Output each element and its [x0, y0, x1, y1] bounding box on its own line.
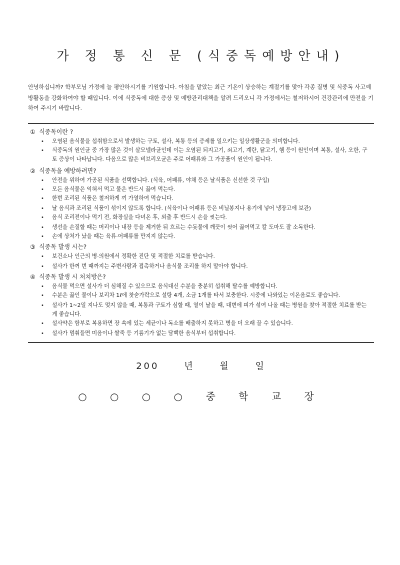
section-heading-text: 식중독을 예방하려면?	[39, 167, 97, 175]
section-heading	[30, 128, 372, 138]
section-number: ②	[30, 167, 36, 175]
list-item	[41, 205, 372, 214]
date-line: 200 년 월 일	[136, 362, 266, 373]
list-item-text: 생선을 손질할 때는 머리이나 내장 등을 제거한 뒤 흐르는 수돗물에 깨끗이 씻어 끓여먹고 칼 도마도 잘 소독한다.	[52, 224, 316, 231]
list-item-text: 설사약은 함부로 복용하면 장 속에 있는 세균이나 독소를 배출하지 못하고 병을 더 오래 끌 수 있습니다.	[52, 321, 293, 328]
list-item-text: 한번 조리된 식품은 철저하게 끼 가열하여 먹습니다.	[52, 196, 174, 203]
bullet-icon: •	[41, 234, 44, 241]
list-item-text: 식중독의 원인균 중 가장 많은 것이 살모넬라균인데 이는 오염된 되지고기, 쇠고기, 계란, 닭고기, 햄 등이 원인이며 복통, 설사, 오한, 구토 증상이 나타납니다. 다음으로 많은 비브리오균은 주로 어패류와 그 가공품이 원인이 됩니다.	[52, 147, 368, 164]
list-item	[41, 330, 372, 339]
bullet-icon: •	[41, 215, 44, 222]
bullet-icon: •	[41, 302, 44, 309]
list-item-text: 설사가 한꺼 번 때까지는 주변사람과 접촉하거나 음식물 조리를 하지 말아야 합니다.	[52, 263, 248, 270]
list-item-text: 설사가 멈춰들면 미음이나 쌀죽 등 기름기가 없는 담백한 음식부터 섭취합니다.	[52, 330, 236, 337]
section-heading	[30, 243, 372, 253]
content-box	[28, 123, 374, 344]
bullet-icon: •	[41, 224, 44, 231]
section-number: ④	[30, 274, 36, 282]
list-item	[41, 283, 372, 292]
list-item-text: 음식 조리전이나 먹기 전, 화장실을 다녀온 후, 외출 후 반드시 손을 씻는다.	[52, 215, 228, 222]
bullet-icon: •	[41, 187, 44, 193]
bullet-icon: •	[41, 205, 44, 212]
list-item	[41, 195, 372, 204]
notice-section	[30, 167, 372, 243]
list-item-text: 수분은 끓인 물이나 보리차 1ℓ에 찻숟가락으로 설탕 4개, 소금 1개를 타서 보충한다. 시중에 나와있는 이온음료도 좋습니다.	[52, 293, 341, 300]
section-heading-text: 식중독 발생 시는?	[39, 244, 87, 252]
list-item	[41, 138, 372, 147]
section-number: ③	[30, 244, 36, 252]
greeting-paragraph: 안녕하십니까? 학부모님 가정에 늘 평안하시기를 기원합니다. 아침을 맡았는 최근 기온이 상승하는 계절기를 맞아 각종 질병 및 식중독 사고예방활동을 강화하여야 할 때입니다. 이에 식중독에 대한 증상 및 예방관리대책을 알려 드리오니 각 가정에서는 철저하시어 건강관리에 만전을 기하여 주시기 바랍니다.	[28, 85, 374, 113]
list-item	[41, 233, 372, 242]
section-item-list	[30, 138, 372, 166]
list-item	[41, 292, 372, 301]
notice-section	[30, 128, 372, 166]
bullet-icon: •	[41, 321, 44, 328]
list-item	[41, 177, 372, 186]
notice-section	[30, 243, 372, 272]
bullet-icon: •	[41, 254, 44, 261]
list-item	[41, 302, 372, 321]
section-heading-text: 식중독 발생 시 처치방은?	[39, 274, 106, 282]
section-item-list	[30, 283, 372, 339]
list-item	[41, 214, 372, 223]
section-number: ①	[30, 128, 36, 136]
bullet-icon: •	[41, 263, 44, 270]
list-item	[41, 263, 372, 272]
section-item-list	[30, 253, 372, 272]
page-title: 가 정 통 신 문 (식중독예방안내)	[56, 48, 346, 63]
notice-section	[30, 273, 372, 339]
school-signature: ○ ○ ○ ○ 중 학 교 장	[78, 392, 324, 404]
list-item	[41, 224, 372, 233]
bullet-icon: •	[41, 196, 44, 203]
list-item-text: 오염된 음식물을 섭취함으로서 발생하는 구토, 설사, 복통 등의 증세를 일으키는 일상생활군을 의미합니다.	[52, 138, 300, 145]
bullet-icon: •	[41, 283, 44, 290]
list-item-text: 음식물 먹으면 설사가 더 심해질 수 있으므로 음식대신 수분을 충분히 섭취해 탈수를 예방합니다.	[52, 283, 278, 290]
list-item-text: 안전을 위하여 가공된 식품을 선택합니다. (식육, 어패류, 야채 등은 날식품은 신선한 것 구입)	[52, 177, 270, 184]
list-item-text: 보건소나 인근의 병·의원에서 정확한 진단 및 적절한 치료를 받습니다.	[52, 254, 215, 261]
bullet-icon: •	[41, 138, 44, 145]
list-item-text: 날 음식과 조리된 식품이 섞이지 않도록 합니다. (식육이나 어패류 등은 비닐봉지나 용기에 넣어 냉장고에 보관)	[52, 205, 312, 212]
bullet-icon: •	[41, 147, 44, 154]
list-item	[41, 253, 372, 262]
section-heading	[30, 167, 372, 177]
section-heading-text: 식중독이란 ?	[39, 128, 74, 136]
list-item-text: 모든 음식물은 익혀서 먹고 물은 반드시 끓여 먹는다.	[52, 187, 176, 193]
list-item	[41, 320, 372, 329]
list-item-text: 손에 상처가 났을 때는 육류·어패류를 만지지 않는다.	[52, 234, 176, 241]
section-heading	[30, 273, 372, 283]
list-item	[41, 147, 372, 166]
bullet-icon: •	[41, 330, 44, 337]
bullet-icon: •	[41, 177, 44, 184]
list-item-text: 설사가 1~2일 지나도 멎지 않을 때, 복통과 구토가 심할 때, 열이 날을 때, 대변에 피가 섞여 나올 때는 병원을 찾아 적절한 치료를 받는 게 좋습니다.	[52, 302, 367, 319]
section-item-list	[30, 177, 372, 243]
list-item	[41, 186, 372, 195]
bullet-icon: •	[41, 293, 44, 300]
